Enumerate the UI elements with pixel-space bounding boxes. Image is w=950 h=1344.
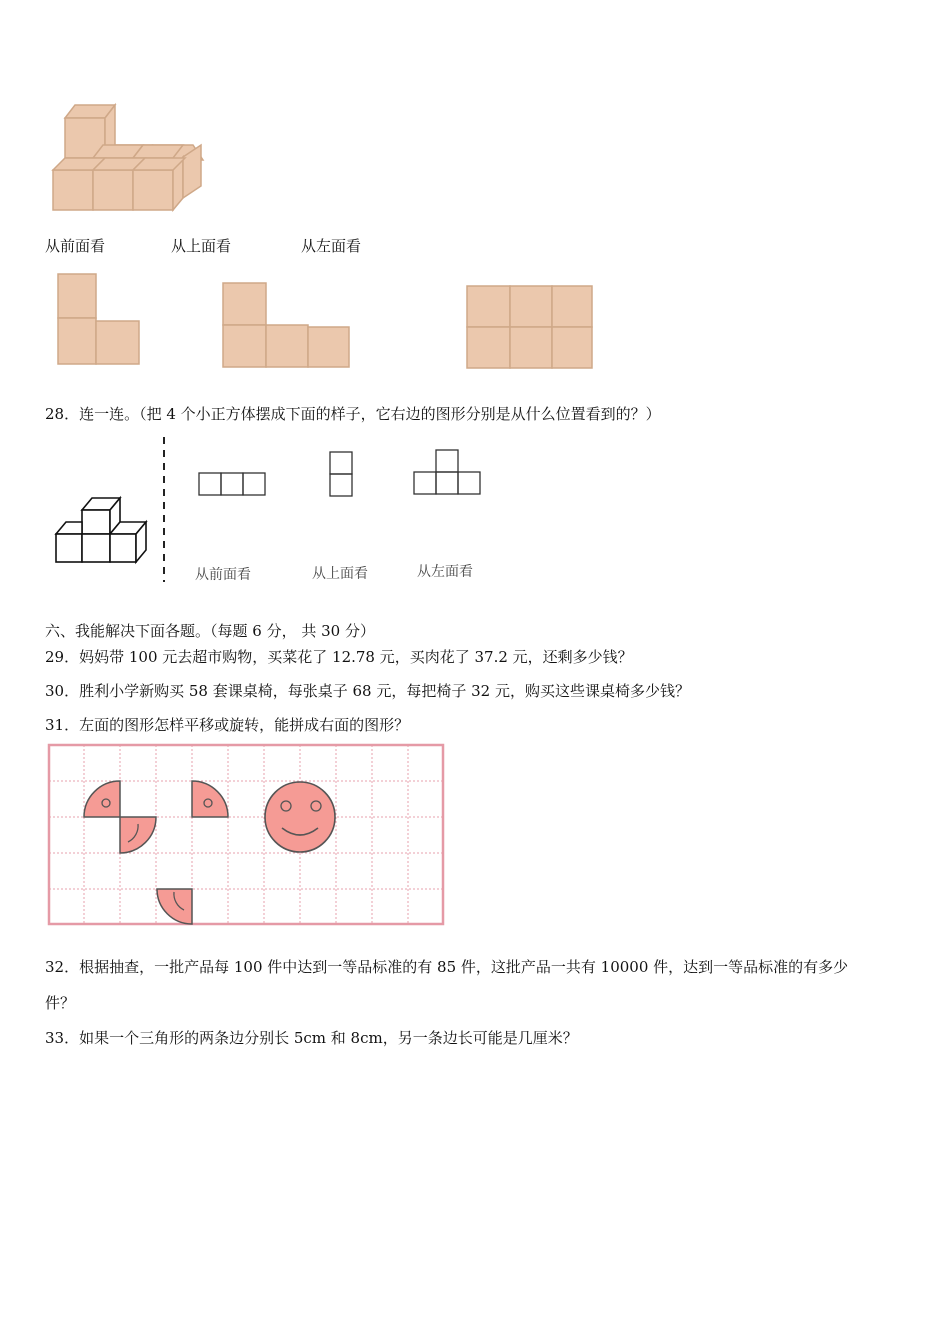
section-6-title: 六、我能解决下面各题。（每题 6 分， 共 30 分） — [45, 622, 375, 640]
question-33: 33．如果一个三角形的两条边分别长 5cm 和 8cm，另一条边长可能是几厘米？ — [45, 1029, 578, 1047]
view-shape-2 — [220, 281, 355, 371]
question-32-line-1: 32．根据抽查，一批产品每 100 件中达到一等品标准的有 85 件，这批产品一共有 10000 件，达到一等品标准的有多少 — [45, 958, 849, 976]
view-outline-1 — [197, 471, 267, 499]
question-28: 28．连一连。（把 4 个小正方体摆成下面的样子，它右边的图形分别是从什么位置看到的？） — [45, 405, 661, 423]
question-30: 30．胜利小学新购买 58 套课桌椅，每张桌子 68 元，每把椅子 32 元，购买这些课桌椅多少钱？ — [45, 682, 690, 700]
question-29: 29．妈妈带 100 元去超市购物，买菜花了 12.78 元，买肉花了 37.2 元，还剩多少钱？ — [45, 648, 633, 666]
dashed-divider — [161, 437, 167, 587]
view-label-28-top: 从上面看 — [312, 566, 368, 582]
translation-grid-figure — [46, 742, 446, 927]
view-outline-2 — [328, 450, 358, 500]
question-31: 31．左面的图形怎样平移或旋转，能拼成右面的图形？ — [45, 716, 410, 734]
view-label-28-front: 从前面看 — [195, 567, 251, 583]
cube-cluster-3d — [45, 100, 215, 220]
view-shape-1 — [55, 272, 145, 372]
view-label-front: 从前面看 — [45, 237, 106, 255]
view-label-28-left: 从左面看 — [417, 564, 473, 580]
view-label-left: 从左面看 — [301, 237, 362, 255]
view-shape-3 — [465, 284, 600, 374]
view-label-top: 从上面看 — [171, 237, 232, 255]
question-32-line-2: 件？ — [45, 994, 76, 1012]
view-outline-3 — [412, 448, 484, 498]
